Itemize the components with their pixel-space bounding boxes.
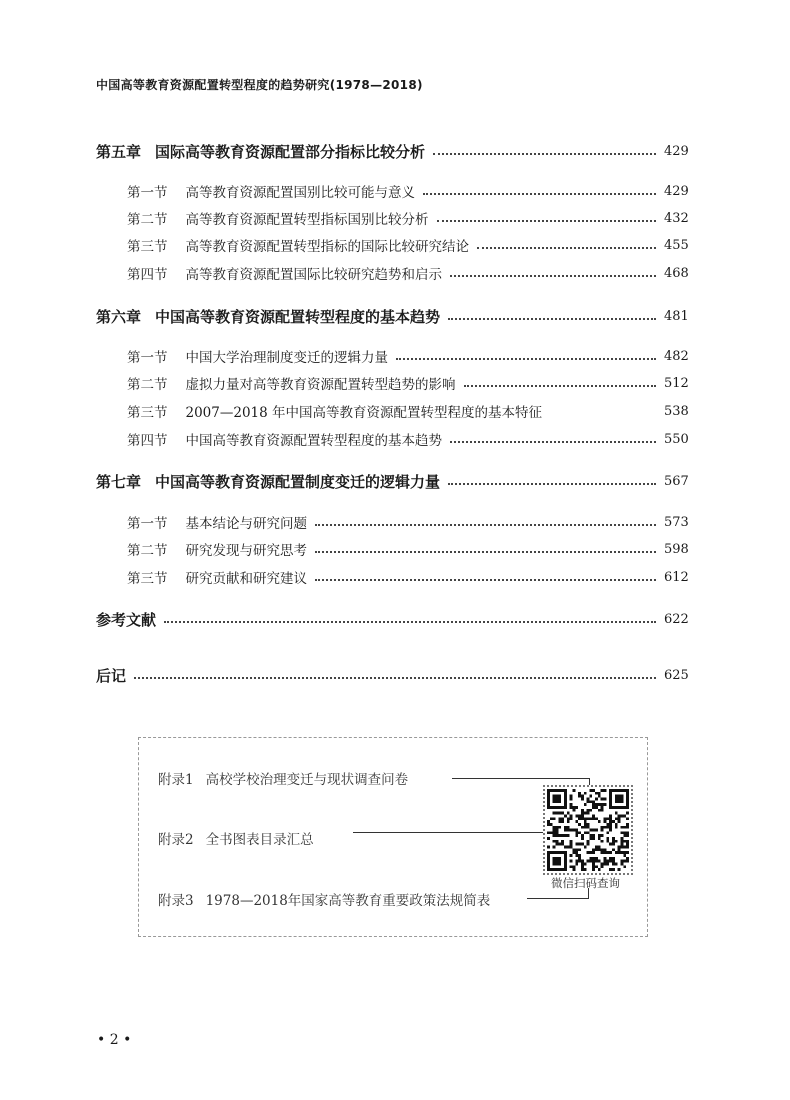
dot-leader bbox=[448, 318, 656, 320]
toc-entry-label: 第六章 中国高等教育资源配置转型程度的基本趋势 bbox=[96, 307, 441, 326]
toc-page-number: 622 bbox=[664, 611, 689, 627]
toc-page-number: 429 bbox=[664, 183, 689, 199]
toc-section[interactable] bbox=[0, 427, 790, 451]
toc-page-number: 573 bbox=[664, 514, 689, 530]
dot-leader bbox=[477, 247, 656, 249]
toc-section[interactable] bbox=[0, 233, 790, 257]
toc-page-number: 550 bbox=[664, 431, 689, 447]
toc-page-number: 567 bbox=[664, 473, 689, 489]
toc-section[interactable] bbox=[0, 537, 790, 561]
toc-afterword[interactable] bbox=[0, 663, 790, 687]
toc-entry-label: 第五章 国际高等教育资源配置部分指标比较分析 bbox=[96, 142, 426, 161]
toc-entry-label: 第七章 中国高等教育资源配置制度变迁的逻辑力量 bbox=[96, 472, 441, 491]
appendix-item-3[interactable]: 附录3 1978—2018年国家高等教育重要政策法规简表 bbox=[158, 893, 491, 909]
toc-entry-label: 后记 bbox=[96, 666, 127, 685]
dot-leader bbox=[423, 193, 656, 195]
toc-entry-label: 第一节 高等教育资源配置国别比较可能与意义 bbox=[127, 185, 415, 201]
dot-leader bbox=[464, 385, 657, 387]
toc-page-number: 455 bbox=[664, 237, 689, 253]
toc-entry-label: 第一节 中国大学治理制度变迁的逻辑力量 bbox=[127, 350, 388, 366]
dot-leader bbox=[448, 483, 656, 485]
page-number: • 2 • bbox=[97, 1032, 132, 1048]
toc-page-number: 429 bbox=[664, 143, 689, 159]
toc-section[interactable] bbox=[0, 206, 790, 230]
dot-leader bbox=[396, 358, 656, 360]
toc-chapter-7[interactable] bbox=[0, 469, 790, 493]
toc-entry-label: 第四节 高等教育资源配置国际比较研究趋势和启示 bbox=[127, 267, 442, 283]
dot-leader bbox=[134, 677, 656, 679]
dot-leader bbox=[315, 524, 656, 526]
toc-page-number: 512 bbox=[664, 375, 689, 391]
toc-references[interactable] bbox=[0, 607, 790, 631]
toc-section[interactable] bbox=[0, 371, 790, 395]
toc-entry-label: 第二节 高等教育资源配置转型指标国别比较分析 bbox=[127, 212, 429, 228]
toc-page-number: 538 bbox=[664, 403, 689, 419]
toc-section[interactable] bbox=[0, 344, 790, 368]
dot-leader bbox=[450, 441, 656, 443]
qr-code-icon[interactable] bbox=[543, 785, 633, 875]
toc-entry-label: 第三节 研究贡献和研究建议 bbox=[127, 571, 307, 587]
dot-leader bbox=[315, 579, 656, 581]
toc-page-number: 482 bbox=[664, 348, 689, 364]
qr-caption: 微信扫码查询 bbox=[551, 876, 620, 890]
toc-section[interactable] bbox=[0, 179, 790, 203]
toc-chapter-5[interactable] bbox=[0, 139, 790, 163]
toc-entry-label: 第三节 高等教育资源配置转型指标的国际比较研究结论 bbox=[127, 239, 469, 255]
running-head: 中国高等教育资源配置转型程度的趋势研究(1978—2018) bbox=[96, 78, 423, 92]
connector-line bbox=[527, 898, 589, 899]
toc-entry-label: 第四节 中国高等教育资源配置转型程度的基本趋势 bbox=[127, 433, 442, 449]
dot-leader bbox=[315, 551, 656, 553]
toc-entry-label: 第一节 基本结论与研究问题 bbox=[127, 516, 307, 532]
toc-section[interactable] bbox=[0, 565, 790, 589]
toc-entry-label: 第二节 虚拟力量对高等教育资源配置转型趋势的影响 bbox=[127, 377, 456, 393]
toc-chapter-6[interactable] bbox=[0, 304, 790, 328]
dot-leader bbox=[164, 621, 656, 623]
toc-entry-label: 参考文献 bbox=[96, 610, 157, 629]
appendix-item-2[interactable]: 附录2 全书图表目录汇总 bbox=[158, 832, 314, 848]
toc-page-number: 468 bbox=[664, 265, 689, 281]
toc-page-number: 432 bbox=[664, 210, 689, 226]
toc-section[interactable] bbox=[0, 261, 790, 285]
toc-page-number: 481 bbox=[664, 308, 689, 324]
toc-entry-label: 第三节 2007—2018 年中国高等教育资源配置转型程度的基本特征 bbox=[127, 405, 543, 421]
appendix-item-1[interactable]: 附录1 高校学校治理变迁与现状调查问卷 bbox=[158, 772, 409, 788]
connector-line bbox=[353, 832, 543, 833]
connector-line bbox=[452, 778, 590, 779]
toc-entry-label: 第二节 研究发现与研究思考 bbox=[127, 543, 307, 559]
dot-leader bbox=[433, 153, 656, 155]
toc-page-number: 612 bbox=[664, 569, 689, 585]
toc-page-number: 625 bbox=[664, 667, 689, 683]
toc-section[interactable] bbox=[0, 399, 790, 423]
toc-page-number: 598 bbox=[664, 541, 689, 557]
toc-section[interactable] bbox=[0, 510, 790, 534]
dot-leader bbox=[450, 275, 656, 277]
dot-leader bbox=[437, 220, 657, 222]
